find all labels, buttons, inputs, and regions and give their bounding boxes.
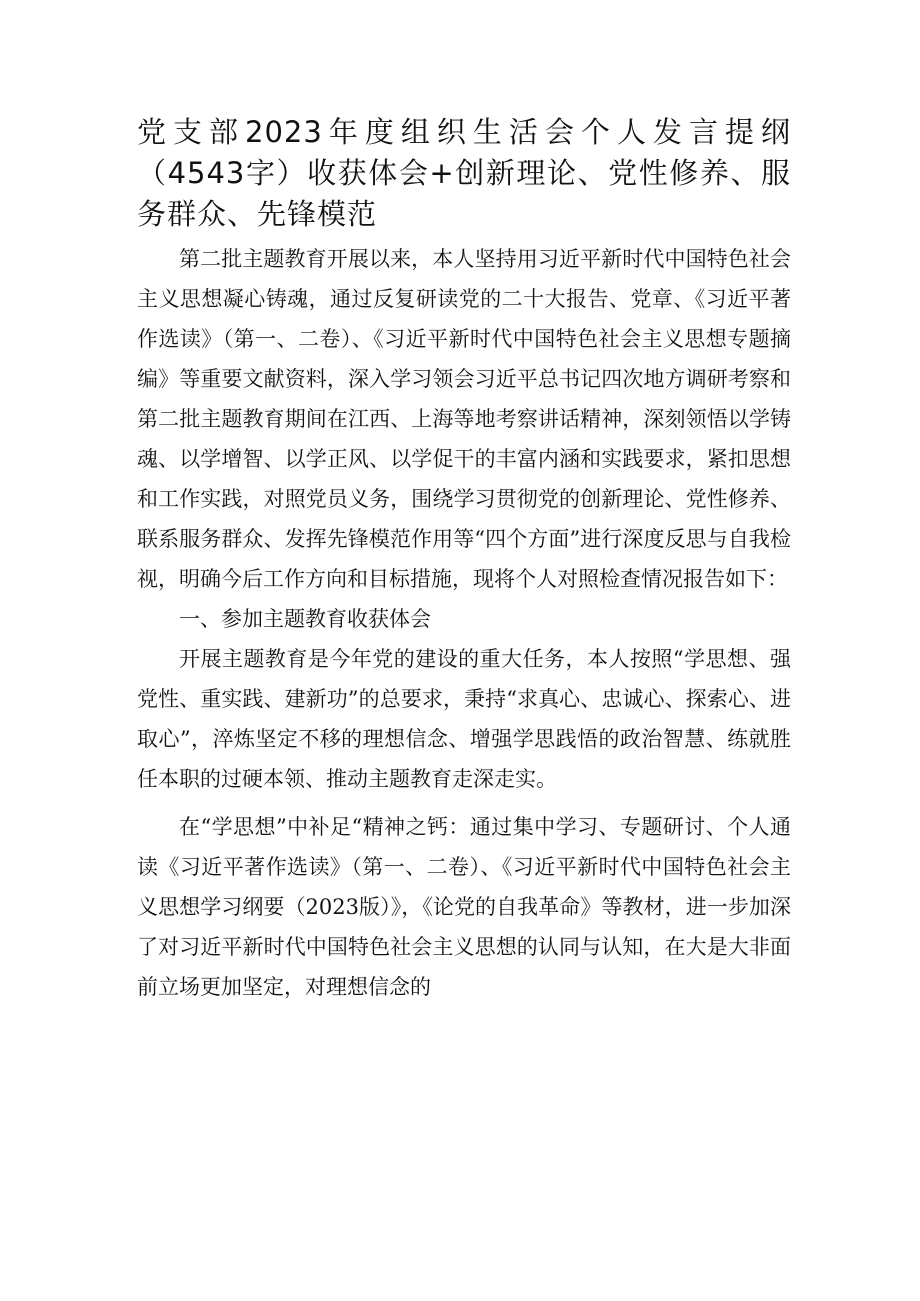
document-body (137, 112, 791, 1007)
body-paragraph-study-thought: 在“学思想”中补足“精神之钙：通过集中学习、专题研讨、个人通读《习近平著作选读》（第一、二卷）、《习近平新时代中国特色社会主义思想学习纲要（2023版）》，《论党的自我革命》等教材，进一步加深了对习近平新时代中国特色社会主义思想的认同与认知，在大是大非面前立场更加坚定，对理想信念的 (137, 815, 791, 999)
intro-paragraph: 第二批主题教育开展以来，本人坚持用习近平新时代中国特色社会主义思想凝心铸魂，通过反复研读党的二十大报告、党章、《习近平著作选读》（第一、二卷）、《习近平新时代中国特色社会主义思想专题摘编》等重要文献资料，深入学习领会习近平总书记四次地方调研考察和第二批主题教育期间在江西、上海等地考察讲话精神，深刻领悟以学铸魂、以学增智、以学正风、以学促干的丰富内涵和实践要求，紧扣思想和工作实践，对照党员义务，围绕学习贯彻党的创新理论、党性修养、联系服务群众、发挥先锋模范作用等“四个方面”进行深度反思与自我检视，明确今后工作方向和目标措施，现将个人对照检查情况报告如下： (137, 247, 791, 591)
document-title: 党支部2023年度组织生活会个人发言提纲（4543字）收获体会+创新理论、党性修养、服务群众、先锋模范 (137, 115, 791, 231)
section-heading: 一、参加主题教育收获体会 (179, 607, 431, 631)
body-paragraph-gains: 开展主题教育是今年党的建设的重大任务，本人按照“学思想、强党性、重实践、建新功”的总要求，秉持“求真心、忠诚心、探索心、进取心”，淬炼坚定不移的理想信念、增强学思践悟的政治智慧、练就胜任本职的过硬本领、推动主题教育走深走实。 (137, 647, 791, 791)
